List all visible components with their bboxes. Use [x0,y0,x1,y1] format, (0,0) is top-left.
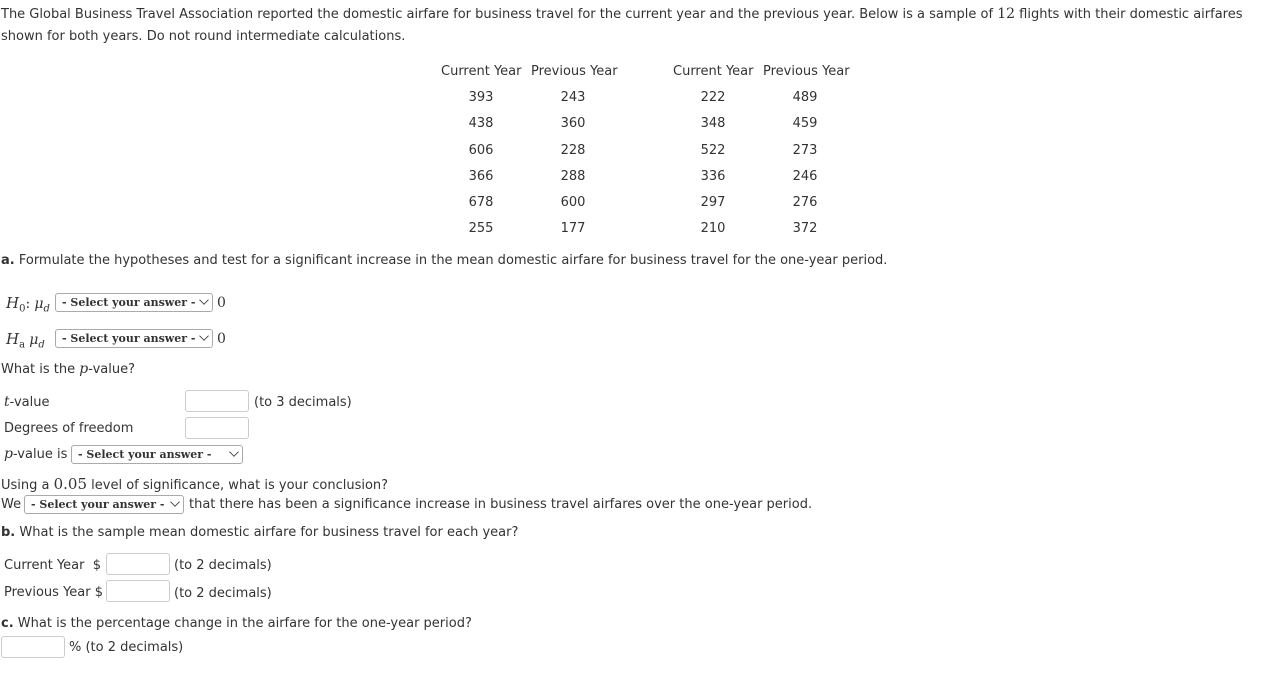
table-cell: 678 [468,195,494,210]
ha-value: 0 [217,331,226,347]
conclusion-select-text: - Select your answer - [31,498,165,511]
ha-mu: μ [29,332,39,348]
table-cell: 246 [792,169,818,184]
ha-select-text: - Select your answer - [62,332,196,345]
chevron-down-icon [199,331,209,341]
h0-h: H [6,294,20,312]
pvalue-q-p: p [79,361,89,377]
percentage-change-note: % (to 2 decimals) [69,640,184,655]
part-c-label: c. [1,616,14,631]
current-year-note: (to 2 decimals) [174,558,272,573]
table-cell: 222 [700,90,726,105]
table-cell: 366 [468,169,494,184]
table-cell: 489 [792,90,818,105]
table-cell: 438 [468,116,494,131]
table-cell: 606 [468,143,494,158]
df-label: Degrees of freedom [4,421,134,436]
ha-label [6,330,45,351]
table-cell: 372 [792,221,818,236]
table-cell: 228 [560,143,586,158]
h0-colon: : [25,296,31,312]
table-cell: 255 [468,221,494,236]
table-cell: 210 [700,221,726,236]
alpha-value: 0.05 [53,475,88,493]
pvalue-question [1,361,135,377]
ha-h: H [6,330,20,348]
pvalue-q-after: -value? [88,362,136,377]
table-cell: 297 [700,195,726,210]
pvalue-q-before: What is the [1,362,80,377]
pvalue-label [4,446,67,462]
pvalue-rest: -value is [12,447,68,462]
percentage-change-input[interactable] [1,636,65,658]
table-cell: 273 [792,143,818,158]
sig-after: level of significance, what is your conclusion? [87,478,389,493]
table-cell: 276 [792,195,818,210]
sample-size: 12 [997,6,1016,22]
ha-mu-sub: d [38,339,45,351]
chevron-down-icon [199,295,209,305]
h0-mu: μ [34,296,44,312]
h0-label [6,294,50,315]
current-year-mean-label: Current Year $ [4,558,102,573]
t-value-note: (to 3 decimals) [254,395,352,410]
sig-before: Using a [1,478,54,493]
part-a-label: a. [1,253,15,268]
significance-question [1,475,388,493]
table-cell: 243 [560,90,586,105]
part-b-question [1,525,518,540]
table-cell: 288 [560,169,586,184]
table-header-previous-1: Previous Year [531,64,618,79]
part-c-text: What is the percentage change in the airfare for the one-year period? [13,616,472,631]
current-year-mean-input[interactable] [106,553,170,575]
previous-year-mean-label: Previous Year $ [4,585,103,600]
table-cell: 522 [700,143,726,158]
table-header-current-2: Current Year [673,64,754,79]
table-cell: 393 [468,90,494,105]
h0-mu-sub: d [43,303,50,315]
problem-intro [1,3,1279,48]
pvalue-select-text: - Select your answer - [78,448,212,461]
table-cell: 360 [560,116,586,131]
h0-operator-select[interactable] [55,293,213,312]
previous-year-note: (to 2 decimals) [174,586,272,601]
conclusion-select[interactable] [24,495,184,514]
table-header-previous-2: Previous Year [763,64,850,79]
t-value-label [4,394,50,410]
chevron-down-icon [170,497,180,507]
part-a-text: Formulate the hypotheses and test for a significant increase in the mean domestic airfare for business travel for the one-year period. [14,253,888,268]
table-cell: 177 [560,221,586,236]
t-value-input[interactable] [185,390,249,412]
conclusion-text: that there has been a significance increase in business travel airfares over the one-year period. [189,497,813,512]
part-c-question [1,616,472,631]
ha-operator-select[interactable] [55,329,213,348]
pvalue-select[interactable] [71,445,243,464]
t-rest: -value [9,395,50,410]
h0-sub: 0 [19,303,26,315]
h0-value: 0 [217,295,226,311]
part-b-label: b. [1,525,16,540]
chevron-down-icon [229,447,239,457]
t-italic: t [4,394,10,410]
table-cell: 600 [560,195,586,210]
part-a-question [1,253,887,268]
ha-sub: a [19,339,26,351]
pvalue-p: p [4,446,13,462]
h0-select-text: - Select your answer - [62,296,196,309]
part-b-text: What is the sample mean domestic airfare for business travel for each year? [15,525,519,540]
df-input[interactable] [185,417,249,439]
previous-year-mean-input[interactable] [106,580,170,602]
table-cell: 459 [792,116,818,131]
table-cell: 348 [700,116,726,131]
intro-text-after: flights with their domestic airfares shown for both years. Do not round intermediate calculations. [1,7,1243,44]
table-cell: 336 [700,169,726,184]
conclusion-we: We [1,497,22,512]
table-header-current-1: Current Year [441,64,522,79]
intro-text-before: The Global Business Travel Association reported the domestic airfare for business travel for the current year and the previous year. Below is a sample of [1,7,998,22]
